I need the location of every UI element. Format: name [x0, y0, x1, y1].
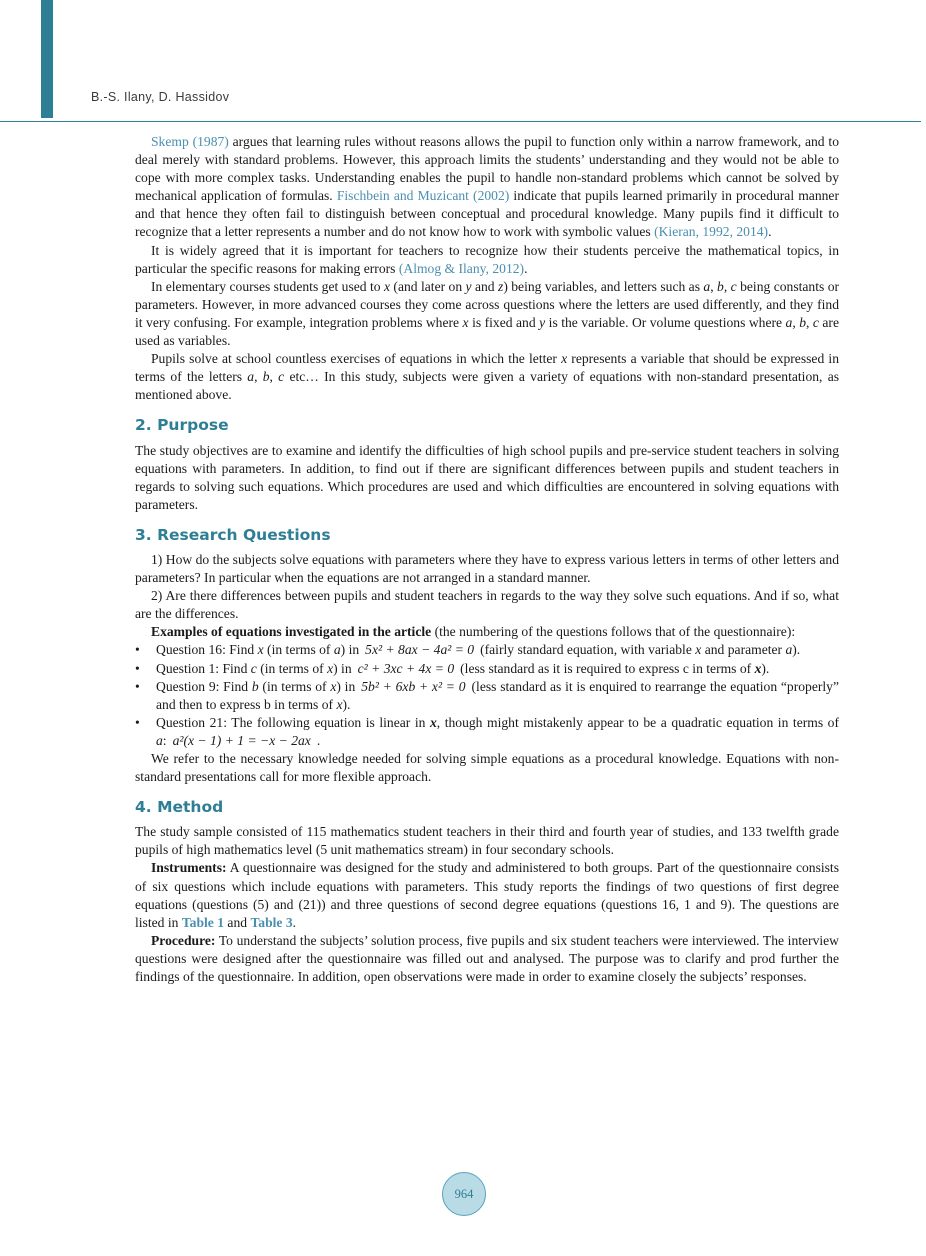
intro-paragraph-2: It is widely agreed that it is important for teachers to recognize how their students perceive the mathematical topics, in particular the specific reasons for making errors (Almog & Ilany, 2012). — [135, 242, 839, 276]
equation-q21: a²(x − 1) + 1 = −x − 2ax — [172, 732, 311, 748]
running-header-authors: B.-S. Ilany, D. Hassidov — [91, 90, 230, 104]
citation-kieran[interactable]: (Kieran, 1992, 2014) — [654, 224, 769, 240]
citation-skemp[interactable]: Skemp (1987) — [151, 134, 229, 149]
intro-paragraph-1: Skemp (1987) argues that learning rules without reasons allows the pupil to function only within a narrow framework, and to deal merely with standard problems. However, this approach limits the students’ understanding and they would not be able to cope with more complex tasks. Understanding enables the pupil to handle non-standard problems which cannot be solved by mechanical application of formulas. Fischbein and Muzicant (2002) indicate that pupils learned primarily in procedural manner and that hence they often fail to distinguish between conceptual and procedural knowledge. Many pupils find it difficult to recognize that a letter represents a number and do not know how to work with symbolic values (Kieran, 1992, 2014). — [135, 134, 839, 240]
citation-fischbein[interactable]: Fischbein and Muzicant (2002) — [336, 188, 510, 204]
bullet-icon: • — [135, 678, 140, 694]
page-number: 964 — [442, 1172, 486, 1216]
research-question-2: 2) Are there differences between pupils and student teachers in regards to the way they solve such equations. And if so, what are the differences. — [135, 588, 839, 622]
examples-intro: Examples of equations investigated in the article (the numbering of the questions follows that of the questionnaire): — [151, 624, 796, 640]
bullet-icon: • — [135, 660, 140, 676]
table-3-link[interactable]: Table 3 — [250, 914, 293, 930]
equation-list — [135, 641, 839, 750]
procedural-knowledge-paragraph: We refer to the necessary knowledge needed for solving simple equations as a procedural knowledge. Equations with non-standard presentations call for more flexible approach. — [135, 751, 839, 785]
equation-q9: 5b² + 6xb + x² = 0 — [361, 678, 466, 694]
purpose-heading: 2. Purpose — [135, 416, 229, 435]
research-questions-heading: 3. Research Questions — [135, 525, 331, 544]
method-heading: 4. Method — [135, 798, 224, 817]
equation-q1: c² + 3xc + 4x = 0 — [357, 660, 455, 676]
instruments-paragraph: Instruments: A questionnaire was designed for the study and administered to both groups. Part of the questionnaire consists of six questions which include equations with parameters. This study reports the findings of two questions of first degree equations (questions (5) and (21)) and three questions of second degree equations (questions 16, 1 and 9). The questions are listed in Table 1 and Table 3. — [135, 860, 839, 930]
list-item-question-21: • Question 21: The following equation is linear in x, though might mistakenly appear to be a quadratic equation in terms of a: a²(x − 1) + 1 = −x − 2ax . — [135, 714, 839, 748]
procedure-paragraph: Procedure: To understand the subjects’ solution process, five pupils and six student teachers were interviewed. The interview questions were designed after the questionnaire was filled out and analysed. The purpose was to clarify and prod further the findings of the questionnaire. In addition, open observations were made in order to examine closely the subjects’ responses. — [135, 932, 839, 985]
bullet-icon: • — [135, 642, 140, 658]
intro-paragraph-4: Pupils solve at school countless exercises of equations in which the letter x represents a variable that should be expressed in terms of the letters a, b, c etc… In this study, subjects were given a variety of equations with non-standard presentation, as mentioned above. — [135, 351, 840, 403]
purpose-paragraph: The study objectives are to examine and identify the difficulties of high school pupils and pre-service student teachers in solving equations with parameters. In addition, to find out if there are significant differences between pupils and student teachers in regards to solving such equations. Which procedures are used and which difficulties are encountered in solving equations with parameters. — [135, 442, 839, 512]
bullet-icon: • — [135, 714, 140, 730]
intro-paragraph-3: In elementary courses students get used to x (and later on y and z) being variables, and letters such as a, b, c being constants or parameters. However, in more advanced courses they come across questions where the letters are used differently, and they find it very confusing. For example, integration problems where x is fixed and y is the variable. Or volume questions where a, b, c are used as variables. — [135, 278, 840, 349]
header-accent-bar — [41, 0, 53, 118]
equation-q16: 5x² + 8ax − 4a² = 0 — [365, 642, 475, 658]
header-divider — [0, 121, 921, 122]
list-item-question-9: • Question 9: Find b (in terms of x) in 5b² + 6xb + x² = 0 (less standard as it is enquired to rearrange the equation “properly” and then to express b in terms of x). — [135, 678, 839, 712]
list-item-question-1: • Question 1: Find c (in terms of x) in c² + 3xc + 4x = 0 (less standard as it is required to express c in terms of x). — [135, 660, 839, 678]
article-body — [135, 133, 839, 986]
method-sample-paragraph: The study sample consisted of 115 mathematics student teachers in their third and fourth year of studies, and 133 twelfth grade pupils of high mathematics level (5 unit mathematics stream) in four secondary schools. — [135, 824, 839, 858]
citation-almog[interactable]: (Almog & Ilany, 2012) — [398, 260, 525, 276]
table-1-link[interactable]: Table 1 — [181, 914, 225, 930]
research-question-1: 1) How do the subjects solve equations with parameters where they have to express various letters in terms of other letters and parameters? In particular when the equations are not arranged in a standard manner. — [135, 551, 839, 586]
list-item-question-16: • Question 16: Find x (in terms of a) in 5x² + 8ax − 4a² = 0 (fairly standard equation, with variable x and parameter a). — [135, 641, 839, 659]
